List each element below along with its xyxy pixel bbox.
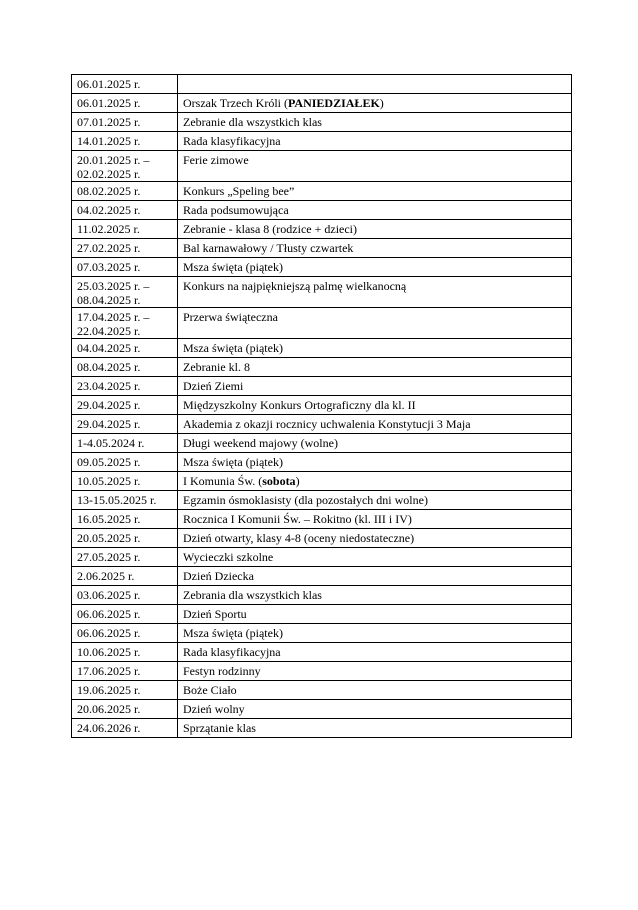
event-cell: Przerwa świąteczna [178,308,572,339]
table-row [72,132,572,151]
event-cell [178,94,572,113]
event-cell: Międzyszkolny Konkurs Ortograficzny dla kl. II [178,396,572,415]
event-cell: Zebrania dla wszystkich klas [178,586,572,605]
table-row [72,662,572,681]
event-cell [178,472,572,491]
date-cell: 20.05.2025 r. [72,529,178,548]
table-row [72,258,572,277]
event-text: Orszak Trzech Króli ( [183,96,288,110]
table-row [72,358,572,377]
event-cell: Msza święta (piątek) [178,624,572,643]
event-cell: Ferie zimowe [178,151,572,182]
table-row [72,396,572,415]
event-cell: Długi weekend majowy (wolne) [178,434,572,453]
date-cell: 03.06.2025 r. [72,586,178,605]
table-row [72,75,572,94]
event-cell: Wycieczki szkolne [178,548,572,567]
table-row [72,624,572,643]
table-row [72,308,572,339]
date-cell: 17.06.2025 r. [72,662,178,681]
event-cell: Rada podsumowująca [178,201,572,220]
date-cell: 07.01.2025 r. [72,113,178,132]
event-cell: Dzień Sportu [178,605,572,624]
table-row [72,277,572,308]
table-row [72,529,572,548]
table-row [72,681,572,700]
date-cell: 27.02.2025 r. [72,239,178,258]
event-cell: Zebranie dla wszystkich klas [178,113,572,132]
table-row [72,182,572,201]
table-row [72,113,572,132]
date-cell: 14.01.2025 r. [72,132,178,151]
event-cell: Rada klasyfikacyjna [178,643,572,662]
date-cell: 06.01.2025 r. [72,94,178,113]
event-cell: Msza święta (piątek) [178,258,572,277]
date-cell: 04.04.2025 r. [72,339,178,358]
date-cell: 06.01.2025 r. [72,75,178,94]
event-cell: Zebranie kl. 8 [178,358,572,377]
calendar-rows [72,75,572,738]
table-row [72,453,572,472]
date-cell: 29.04.2025 r. [72,415,178,434]
event-cell: Konkurs „Speling bee” [178,182,572,201]
date-cell: 08.02.2025 r. [72,182,178,201]
table-row [72,548,572,567]
event-cell: Akademia z okazji rocznicy uchwalenia Konstytucji 3 Maja [178,415,572,434]
date-cell: 17.04.2025 r. – 22.04.2025 r. [72,308,178,339]
event-cell: Msza święta (piątek) [178,339,572,358]
date-cell: 09.05.2025 r. [72,453,178,472]
event-cell: Dzień otwarty, klasy 4-8 (oceny niedostateczne) [178,529,572,548]
date-cell: 06.06.2025 r. [72,605,178,624]
school-calendar-table [71,74,572,738]
date-cell: 07.03.2025 r. [72,258,178,277]
table-row [72,719,572,738]
date-cell: 10.06.2025 r. [72,643,178,662]
event-cell: Egzamin ósmoklasisty (dla pozostałych dni wolne) [178,491,572,510]
table-row [72,415,572,434]
date-cell: 24.06.2026 r. [72,719,178,738]
event-cell: Boże Ciało [178,681,572,700]
table-row [72,339,572,358]
table-row [72,220,572,239]
date-cell: 11.02.2025 r. [72,220,178,239]
date-cell: 1-4.05.2024 r. [72,434,178,453]
date-cell: 16.05.2025 r. [72,510,178,529]
event-cell: Zebranie - klasa 8 (rodzice + dzieci) [178,220,572,239]
date-cell: 23.04.2025 r. [72,377,178,396]
event-emphasis: sobota [262,474,296,488]
table-row [72,510,572,529]
table-row [72,700,572,719]
event-cell: Dzień Dziecka [178,567,572,586]
date-cell: 13-15.05.2025 r. [72,491,178,510]
date-cell: 2.06.2025 r. [72,567,178,586]
table-row [72,567,572,586]
table-row [72,434,572,453]
event-cell: Konkurs na najpiękniejszą palmę wielkanocną [178,277,572,308]
table-row [72,472,572,491]
date-cell: 25.03.2025 r. – 08.04.2025 r. [72,277,178,308]
event-text: I Komunia Św. ( [183,474,263,488]
table-row [72,586,572,605]
table-row [72,377,572,396]
event-cell: Sprzątanie klas [178,719,572,738]
date-cell: 19.06.2025 r. [72,681,178,700]
table-row [72,491,572,510]
table-row [72,94,572,113]
date-cell: 06.06.2025 r. [72,624,178,643]
date-cell: 20.01.2025 r. – 02.02.2025 r. [72,151,178,182]
date-cell: 20.06.2025 r. [72,700,178,719]
date-cell: 08.04.2025 r. [72,358,178,377]
date-cell: 04.02.2025 r. [72,201,178,220]
table-row [72,201,572,220]
table-row [72,643,572,662]
event-cell: Festyn rodzinny [178,662,572,681]
event-cell: Bal karnawałowy / Tłusty czwartek [178,239,572,258]
date-cell: 29.04.2025 r. [72,396,178,415]
event-text-end: ) [295,474,300,488]
event-cell: Rocznica I Komunii Św. – Rokitno (kl. III i IV) [178,510,572,529]
date-cell: 27.05.2025 r. [72,548,178,567]
event-emphasis: PANIEDZIAŁEK [287,96,380,110]
event-cell: Rada klasyfikacyjna [178,132,572,151]
event-cell: Dzień Ziemi [178,377,572,396]
table-row [72,239,572,258]
event-text-end: ) [379,96,384,110]
date-cell: 10.05.2025 r. [72,472,178,491]
table-row [72,605,572,624]
table-row [72,151,572,182]
event-cell [178,75,572,94]
event-cell: Msza święta (piątek) [178,453,572,472]
event-cell: Dzień wolny [178,700,572,719]
